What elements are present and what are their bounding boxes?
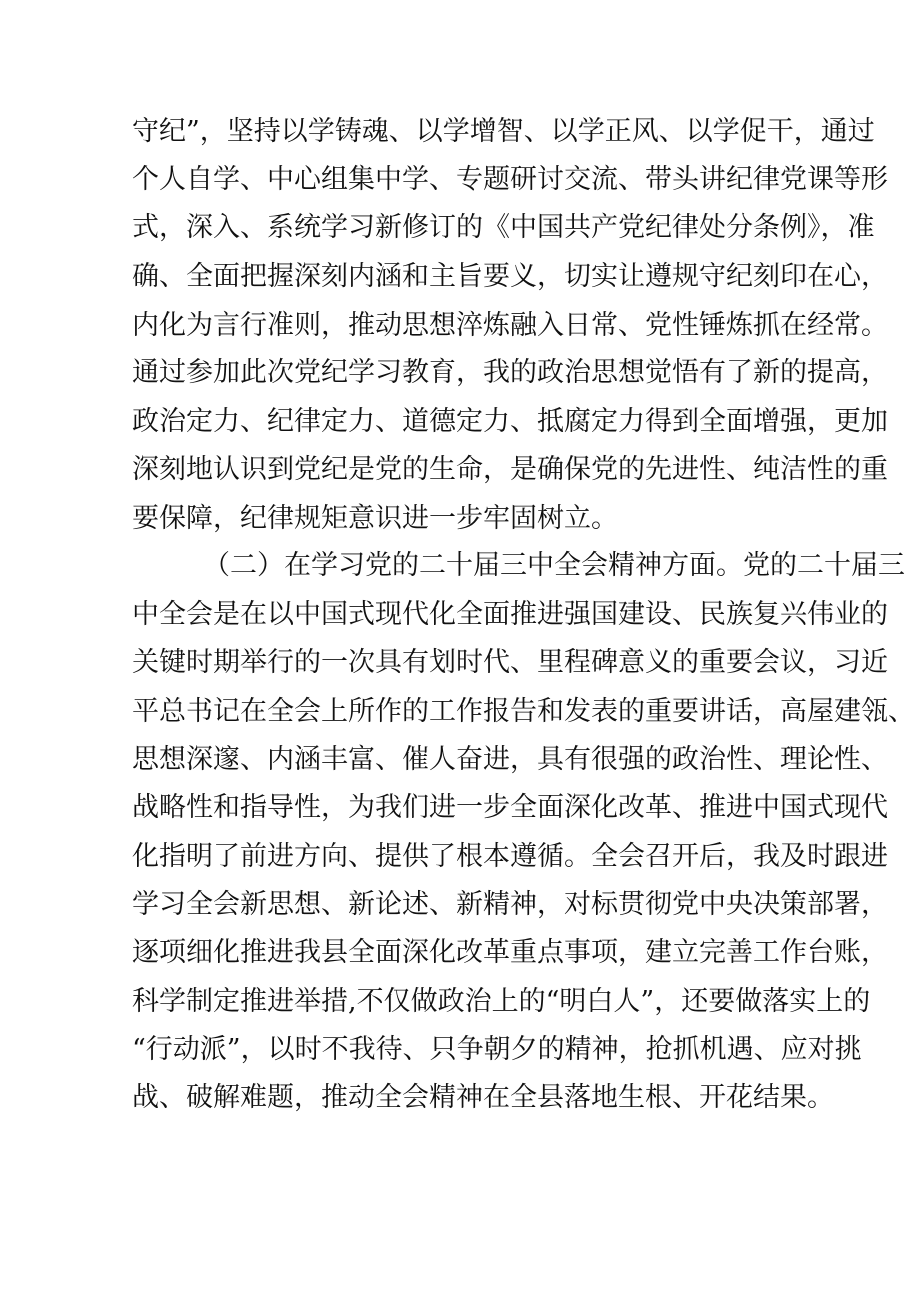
text-line: 深刻地认识到党纪是党的生命，是确保党的先进性、纯洁性的重 (132, 454, 888, 485)
text-line: 逐项细化推进我县全面深化改革重点事项，建立完善工作台账， (132, 937, 888, 968)
text-line: 要保障，纪律规矩意识进一步牢固树立。 (132, 503, 618, 534)
text-line: 内化为言行准则，推动思想淬炼融入日常、党性锤炼抓在经常。 (132, 310, 888, 341)
text-line: 确、全面把握深刻内涵和主旨要义，切实让遵规守纪刻印在心， (132, 261, 888, 292)
text-line: 个人自学、中心组集中学、专题研讨交流、带头讲纪律党课等形 (132, 164, 888, 195)
text-line: 关键时期举行的一次具有划时代、里程碑意义的重要会议，习近 (132, 647, 888, 678)
text-line: “行动派”，以时不我待、只争朝夕的精神，抢抓机遇、应对挑 (132, 1034, 862, 1065)
text-line: 中全会是在以中国式现代化全面推进强国建设、民族复兴伟业的 (132, 599, 888, 630)
text-line: 平总书记在全会上所作的工作报告和发表的重要讲话，高屋建瓴、 (132, 696, 915, 727)
text-line: 战略性和指导性，为我们进一步全面深化改革、推进中国式现代 (132, 792, 888, 823)
text-line: 守纪”，坚持以学铸魂、以学增智、以学正风、以学促干，通过 (132, 116, 875, 147)
text-line: 学习全会新思想、新论述、新精神，对标贯彻党中央决策部署， (132, 889, 888, 920)
text-line: 化指明了前进方向、提供了根本遵循。全会召开后，我及时跟进 (132, 841, 888, 872)
text-line: 通过参加此次党纪学习教育，我的政治思想觉悟有了新的提高， (132, 357, 888, 388)
text-line: 政治定力、纪律定力、道德定力、抵腐定力得到全面增强，更加 (132, 406, 888, 437)
text-line: 科学制定推进举措,不仅做政治上的“明白人”，还要做落实上的 (132, 986, 871, 1017)
text-line: 思想深邃、内涵丰富、催人奋进，具有很强的政治性、理论性、 (132, 744, 888, 775)
text-line: 战、破解难题，推动全会精神在全县落地生根、开花结果。 (132, 1082, 834, 1113)
section-heading-line: （二）在学习党的二十届三中全会精神方面。党的二十届三 (203, 550, 905, 581)
text-line: 式，深入、系统学习新修订的《中国共产党纪律处分条例》，准 (132, 212, 875, 243)
